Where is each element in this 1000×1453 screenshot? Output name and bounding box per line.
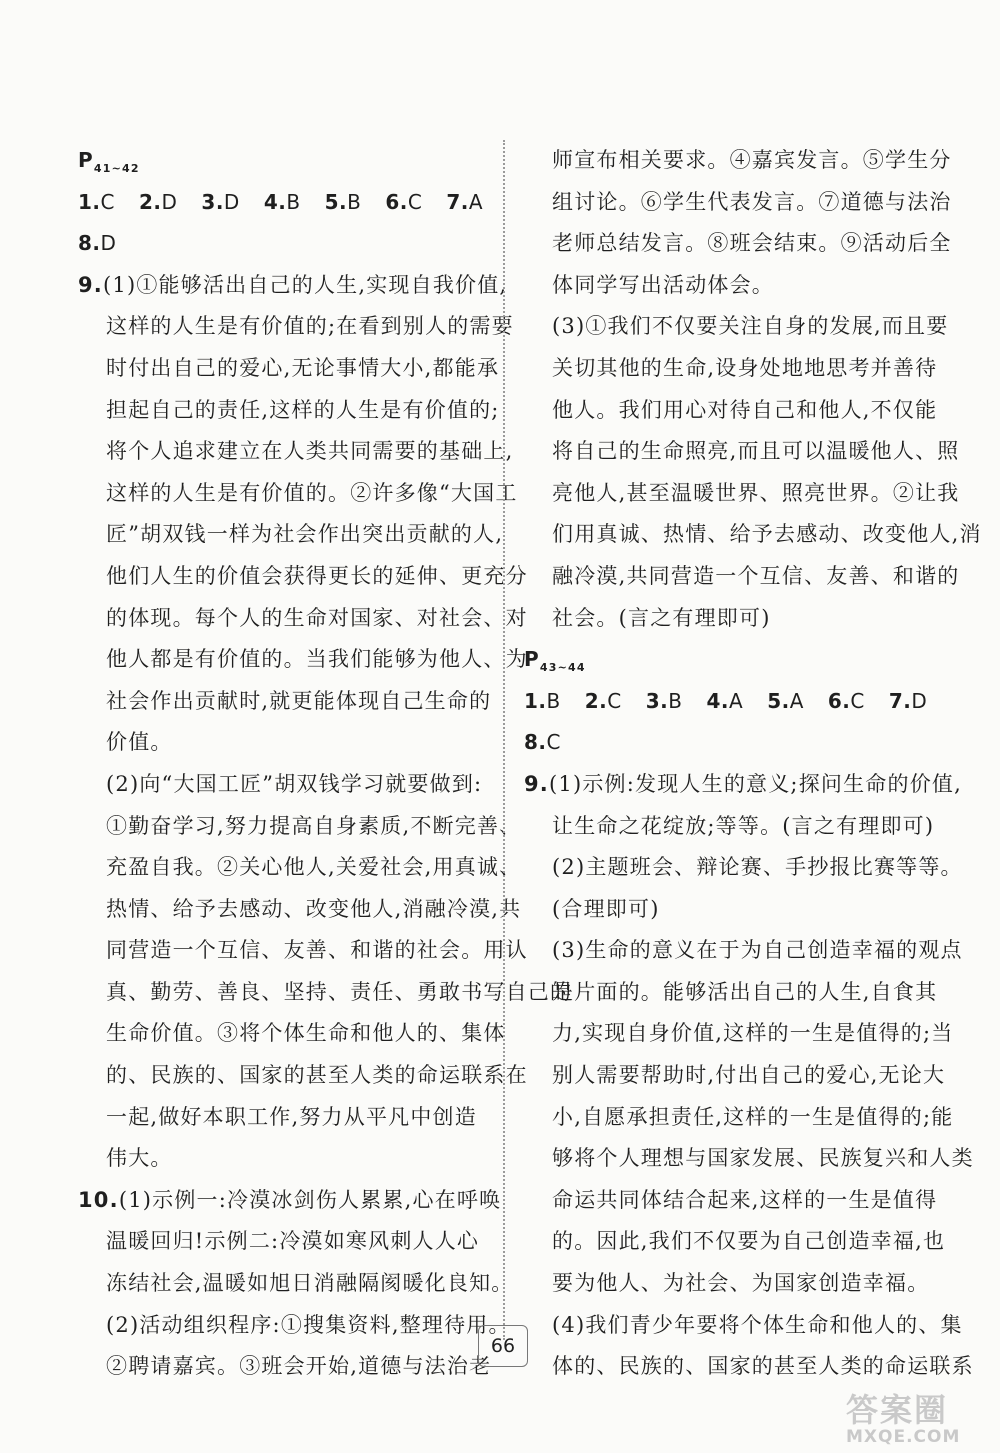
- answer-text: 时付出自己的爱心,无论事情大小,都能承: [106, 355, 500, 380]
- answer-text: 充盈自我。②关心他人,关爱社会,用真诚、: [106, 855, 522, 880]
- question-number: 4.: [263, 189, 287, 214]
- answer-text-line: [524, 390, 938, 432]
- answer-choice: C: [100, 189, 115, 214]
- answer-item: [706, 689, 755, 713]
- answer-choice: D: [100, 231, 117, 256]
- answer-text-line: [78, 390, 500, 432]
- answer-choice: B: [347, 189, 362, 214]
- answer-text: 生命价值。③将个体生命和他人的、集体: [106, 1021, 506, 1046]
- question-number: 10.: [78, 1187, 119, 1212]
- question-number: 4.: [706, 688, 729, 713]
- answer-item: [325, 190, 374, 214]
- answer-text: (2)活动组织程序:①搜集资料,整理待用。: [106, 1312, 511, 1337]
- answer-text-line: [78, 639, 528, 681]
- answer-choice: B: [668, 688, 683, 713]
- answer-text: (4)我们青少年要将个体生命和他人的、集: [552, 1312, 963, 1337]
- answer-text-line: [524, 223, 952, 265]
- question-number: 9.: [524, 771, 549, 796]
- answer-item: [385, 190, 434, 214]
- answer-text: 热情、给予去感动、改变他人,消融冷漠,共: [106, 896, 522, 921]
- answer-text: 伟大。: [106, 1146, 173, 1171]
- answer-text: 融冷漠,共同营造一个互信、友善、和谐的: [552, 563, 960, 588]
- answer-text: (1)①能够活出自己的人生,实现自我价值,: [103, 272, 508, 297]
- answer-text-line: [78, 1138, 486, 1180]
- answer-text: 关切其他的生命,设身处地地思考并善待: [552, 355, 938, 380]
- answer-text: 要为他人、为社会、为国家创造幸福。: [552, 1271, 930, 1296]
- question-number: 9.: [78, 272, 103, 297]
- answer-text: 这样的人生是有价值的。②许多像“大国工: [106, 480, 518, 505]
- answer-text-line: [524, 473, 960, 515]
- answer-text-line: [78, 1305, 511, 1347]
- answer-text-line: [524, 556, 960, 598]
- answer-row: [78, 223, 486, 265]
- answer-text-line: [524, 930, 963, 972]
- answer-text: ①勤奋学习,努力提高自身素质,不断完善、: [106, 813, 522, 838]
- answer-text-line: [78, 1263, 514, 1305]
- answer-text-line: [78, 431, 514, 473]
- answer-text: (2)向“大国工匠”胡双钱学习就要做到:: [106, 771, 483, 796]
- answer-choice: A: [729, 688, 744, 713]
- answer-item: [524, 730, 573, 754]
- answer-text-line: [78, 847, 522, 889]
- answer-text-line: [524, 1138, 974, 1180]
- answer-text-line: [78, 1055, 528, 1097]
- answer-text-line: [524, 182, 952, 224]
- question-number: 6.: [385, 189, 408, 214]
- question-number: 8.: [524, 730, 547, 755]
- answer-text: 社会作出贡献时,就更能体现自己生命的: [106, 688, 492, 713]
- page-range-label: [524, 639, 934, 681]
- answer-text-line: [78, 1346, 492, 1388]
- answer-text-line: [524, 889, 934, 931]
- answer-text-line: [524, 806, 934, 848]
- answer-text: 温暖回归!示例二:冷漠如寒风刺人人心: [106, 1229, 480, 1254]
- watermark-logo: [846, 1385, 996, 1449]
- question-number: 7.: [888, 688, 912, 713]
- answer-text-line: [78, 972, 573, 1014]
- answer-text: 真、勤劳、善良、坚持、责任、勇敢书写自己的: [106, 979, 573, 1004]
- answer-text-line: [78, 556, 528, 598]
- question-number: 8.: [78, 231, 101, 256]
- answer-item: [446, 190, 495, 214]
- answer-item: [264, 190, 313, 214]
- answer-text: 匠”胡双钱一样为社会作出突出贡献的人,: [106, 522, 504, 547]
- answer-text-line: [78, 1180, 502, 1222]
- answer-text-line: [524, 431, 960, 473]
- answer-row: [78, 182, 486, 224]
- answer-text: (3)生命的意义在于为自己创造幸福的观点: [552, 938, 963, 963]
- question-number: 2.: [138, 189, 162, 214]
- answer-item: [139, 190, 189, 214]
- answer-text-line: [524, 598, 934, 640]
- answer-text: 们用真诚、热情、给予去感动、改变他人,消: [552, 522, 982, 547]
- question-number: 6.: [827, 688, 851, 713]
- answer-text-line: [78, 722, 486, 764]
- answer-text-line: [78, 1097, 486, 1139]
- answer-text: 的、民族的、国家的甚至人类的命运联系在: [106, 1063, 528, 1088]
- page-range-sub: 41~42: [93, 162, 140, 175]
- answer-row: [524, 722, 934, 764]
- question-number: 1.: [78, 189, 101, 214]
- answer-text: 社会。(言之有理即可): [552, 605, 771, 630]
- answer-text: ②聘请嘉宾。③班会开始,道德与法治老: [106, 1354, 492, 1379]
- answer-text-line: [78, 598, 528, 640]
- answer-text: 老师总结发言。⑧班会结束。⑨活动后全: [552, 231, 952, 256]
- answer-text: 够将个人理想与国家发展、民族复兴和人类: [552, 1146, 974, 1171]
- answer-choice: C: [850, 688, 865, 713]
- answer-text-line: [524, 847, 963, 889]
- answer-text-line: [524, 1305, 963, 1347]
- answer-text: 他们人生的价值会获得更长的延伸、更充分: [106, 563, 528, 588]
- answer-choice: A: [468, 189, 484, 214]
- answer-text-line: [524, 1097, 954, 1139]
- answer-text-line: [78, 265, 508, 307]
- answer-item: [585, 689, 634, 713]
- question-number: 2.: [584, 688, 608, 713]
- answer-text: 他人。我们用心对待自己和他人,不仅能: [552, 397, 938, 422]
- answer-text-line: [524, 514, 982, 556]
- answer-text-line: [524, 306, 949, 348]
- answer-item: [828, 689, 877, 713]
- answer-text: 的体现。每个人的生命对国家、对社会、对: [106, 605, 528, 630]
- answer-item: [646, 689, 695, 713]
- question-number: 3.: [201, 189, 224, 214]
- answer-text-line: [524, 972, 938, 1014]
- answer-text: (3)①我们不仅要关注自身的发展,而且要: [552, 314, 949, 339]
- answer-item: [889, 689, 939, 713]
- answer-text-line: [524, 265, 934, 307]
- right-column: [524, 140, 982, 1388]
- answer-text-line: [78, 681, 492, 723]
- answer-text-line: [78, 889, 522, 931]
- page-range-main: P: [524, 647, 540, 672]
- answer-text: 力,实现自身价值,这样的一生是值得的;当: [552, 1021, 954, 1046]
- answer-text-line: [78, 806, 522, 848]
- question-number: 5.: [767, 688, 790, 713]
- answer-text-line: [524, 1013, 954, 1055]
- watermark-title: 答案圈: [846, 1391, 949, 1429]
- question-number: 5.: [324, 189, 348, 214]
- answer-text: (1)示例一:冷漠冰剑伤人累累,心在呼唤: [118, 1187, 502, 1212]
- answer-text: 体的、民族的、国家的甚至人类的命运联系: [552, 1354, 974, 1379]
- answer-text-line: [524, 1055, 946, 1097]
- answer-text: 小,自愿承担责任,这样的一生是值得的;能: [552, 1104, 954, 1129]
- answer-choice: C: [607, 688, 622, 713]
- answer-text: 同营造一个互信、友善、和谐的社会。用认: [106, 938, 528, 963]
- question-number: 3.: [645, 688, 669, 713]
- answer-text: 命运共同体结合起来,这样的一生是值得: [552, 1187, 938, 1212]
- answer-choice: D: [911, 688, 928, 713]
- answer-text: 他人都是有价值的。当我们能够为他人、为: [106, 647, 528, 672]
- answer-text: 将自己的生命照亮,而且可以温暖他人、照: [552, 439, 960, 464]
- answer-text-line: [78, 764, 486, 806]
- question-number: 1.: [524, 688, 547, 713]
- answer-text: 冻结社会,温暖如旭日消融隔阂暖化良知。: [106, 1271, 514, 1296]
- page-number: 66: [478, 1325, 528, 1367]
- answer-text: 是片面的。能够活出自己的人生,自食其: [552, 979, 938, 1004]
- answer-text: 担起自己的责任,这样的人生是有价值的;: [106, 397, 500, 422]
- question-number: 7.: [446, 189, 469, 214]
- answer-text-line: [78, 306, 514, 348]
- answer-choice: C: [407, 189, 423, 214]
- watermark-url: MXQE.COM: [846, 1427, 961, 1447]
- answer-row: [524, 681, 934, 723]
- answer-text-line: [524, 348, 938, 390]
- answer-choice: B: [546, 688, 561, 713]
- answer-text: 师宣布相关要求。④嘉宾发言。⑤学生分: [552, 148, 952, 172]
- answer-text: 这样的人生是有价值的;在看到别人的需要: [106, 314, 514, 339]
- page-range-sub: 43~44: [539, 661, 586, 675]
- answer-choice: B: [286, 189, 301, 214]
- answer-text: 别人需要帮助时,付出自己的爱心,无论大: [552, 1063, 946, 1088]
- answer-text-line: [524, 764, 962, 806]
- answer-text-line: [78, 1013, 506, 1055]
- answer-text-line: [524, 1346, 974, 1388]
- answer-text-line: [524, 1263, 934, 1305]
- answer-item: [524, 689, 573, 713]
- answer-choice: D: [161, 189, 178, 214]
- answer-text-line: [78, 473, 518, 515]
- answer-text: (合理即可): [552, 896, 660, 921]
- answer-text: 体同学写出活动体会。: [552, 272, 774, 297]
- answer-item: [78, 231, 128, 255]
- answer-text-line: [78, 930, 528, 972]
- answer-choice: A: [789, 688, 804, 713]
- answer-text-line: [524, 1221, 946, 1263]
- answer-item: [767, 689, 816, 713]
- column-divider: [503, 140, 505, 1340]
- answer-text-line: [78, 514, 504, 556]
- answer-text: 组讨论。⑥学生代表发言。⑦道德与法治: [552, 189, 952, 214]
- page-range-label: [78, 140, 486, 182]
- page-range-main: P: [78, 148, 94, 172]
- answer-text-line: [524, 140, 952, 182]
- answer-text: 让生命之花绽放;等等。(言之有理即可): [552, 813, 935, 838]
- answer-text-line: [524, 1180, 938, 1222]
- answer-choice: D: [223, 189, 240, 214]
- answer-text: 价值。: [106, 730, 173, 755]
- answer-text-line: [78, 348, 500, 390]
- answer-item: [201, 190, 251, 214]
- answer-choice: C: [546, 730, 561, 755]
- answer-text: 将个人追求建立在人类共同需要的基础上,: [106, 439, 514, 464]
- answer-text: 的。因此,我们不仅要为自己创造幸福,也: [552, 1229, 946, 1254]
- answer-text: (1)示例:发现人生的意义;探问生命的价值,: [549, 771, 962, 796]
- answer-text-line: [78, 1221, 486, 1263]
- answer-text: (2)主题班会、辩论赛、手抄报比赛等等。: [552, 855, 963, 880]
- answer-text: 亮他人,甚至温暖世界、照亮世界。②让我: [552, 480, 960, 505]
- answer-item: [78, 190, 127, 214]
- answer-text: 一起,做好本职工作,努力从平凡中创造: [106, 1104, 477, 1129]
